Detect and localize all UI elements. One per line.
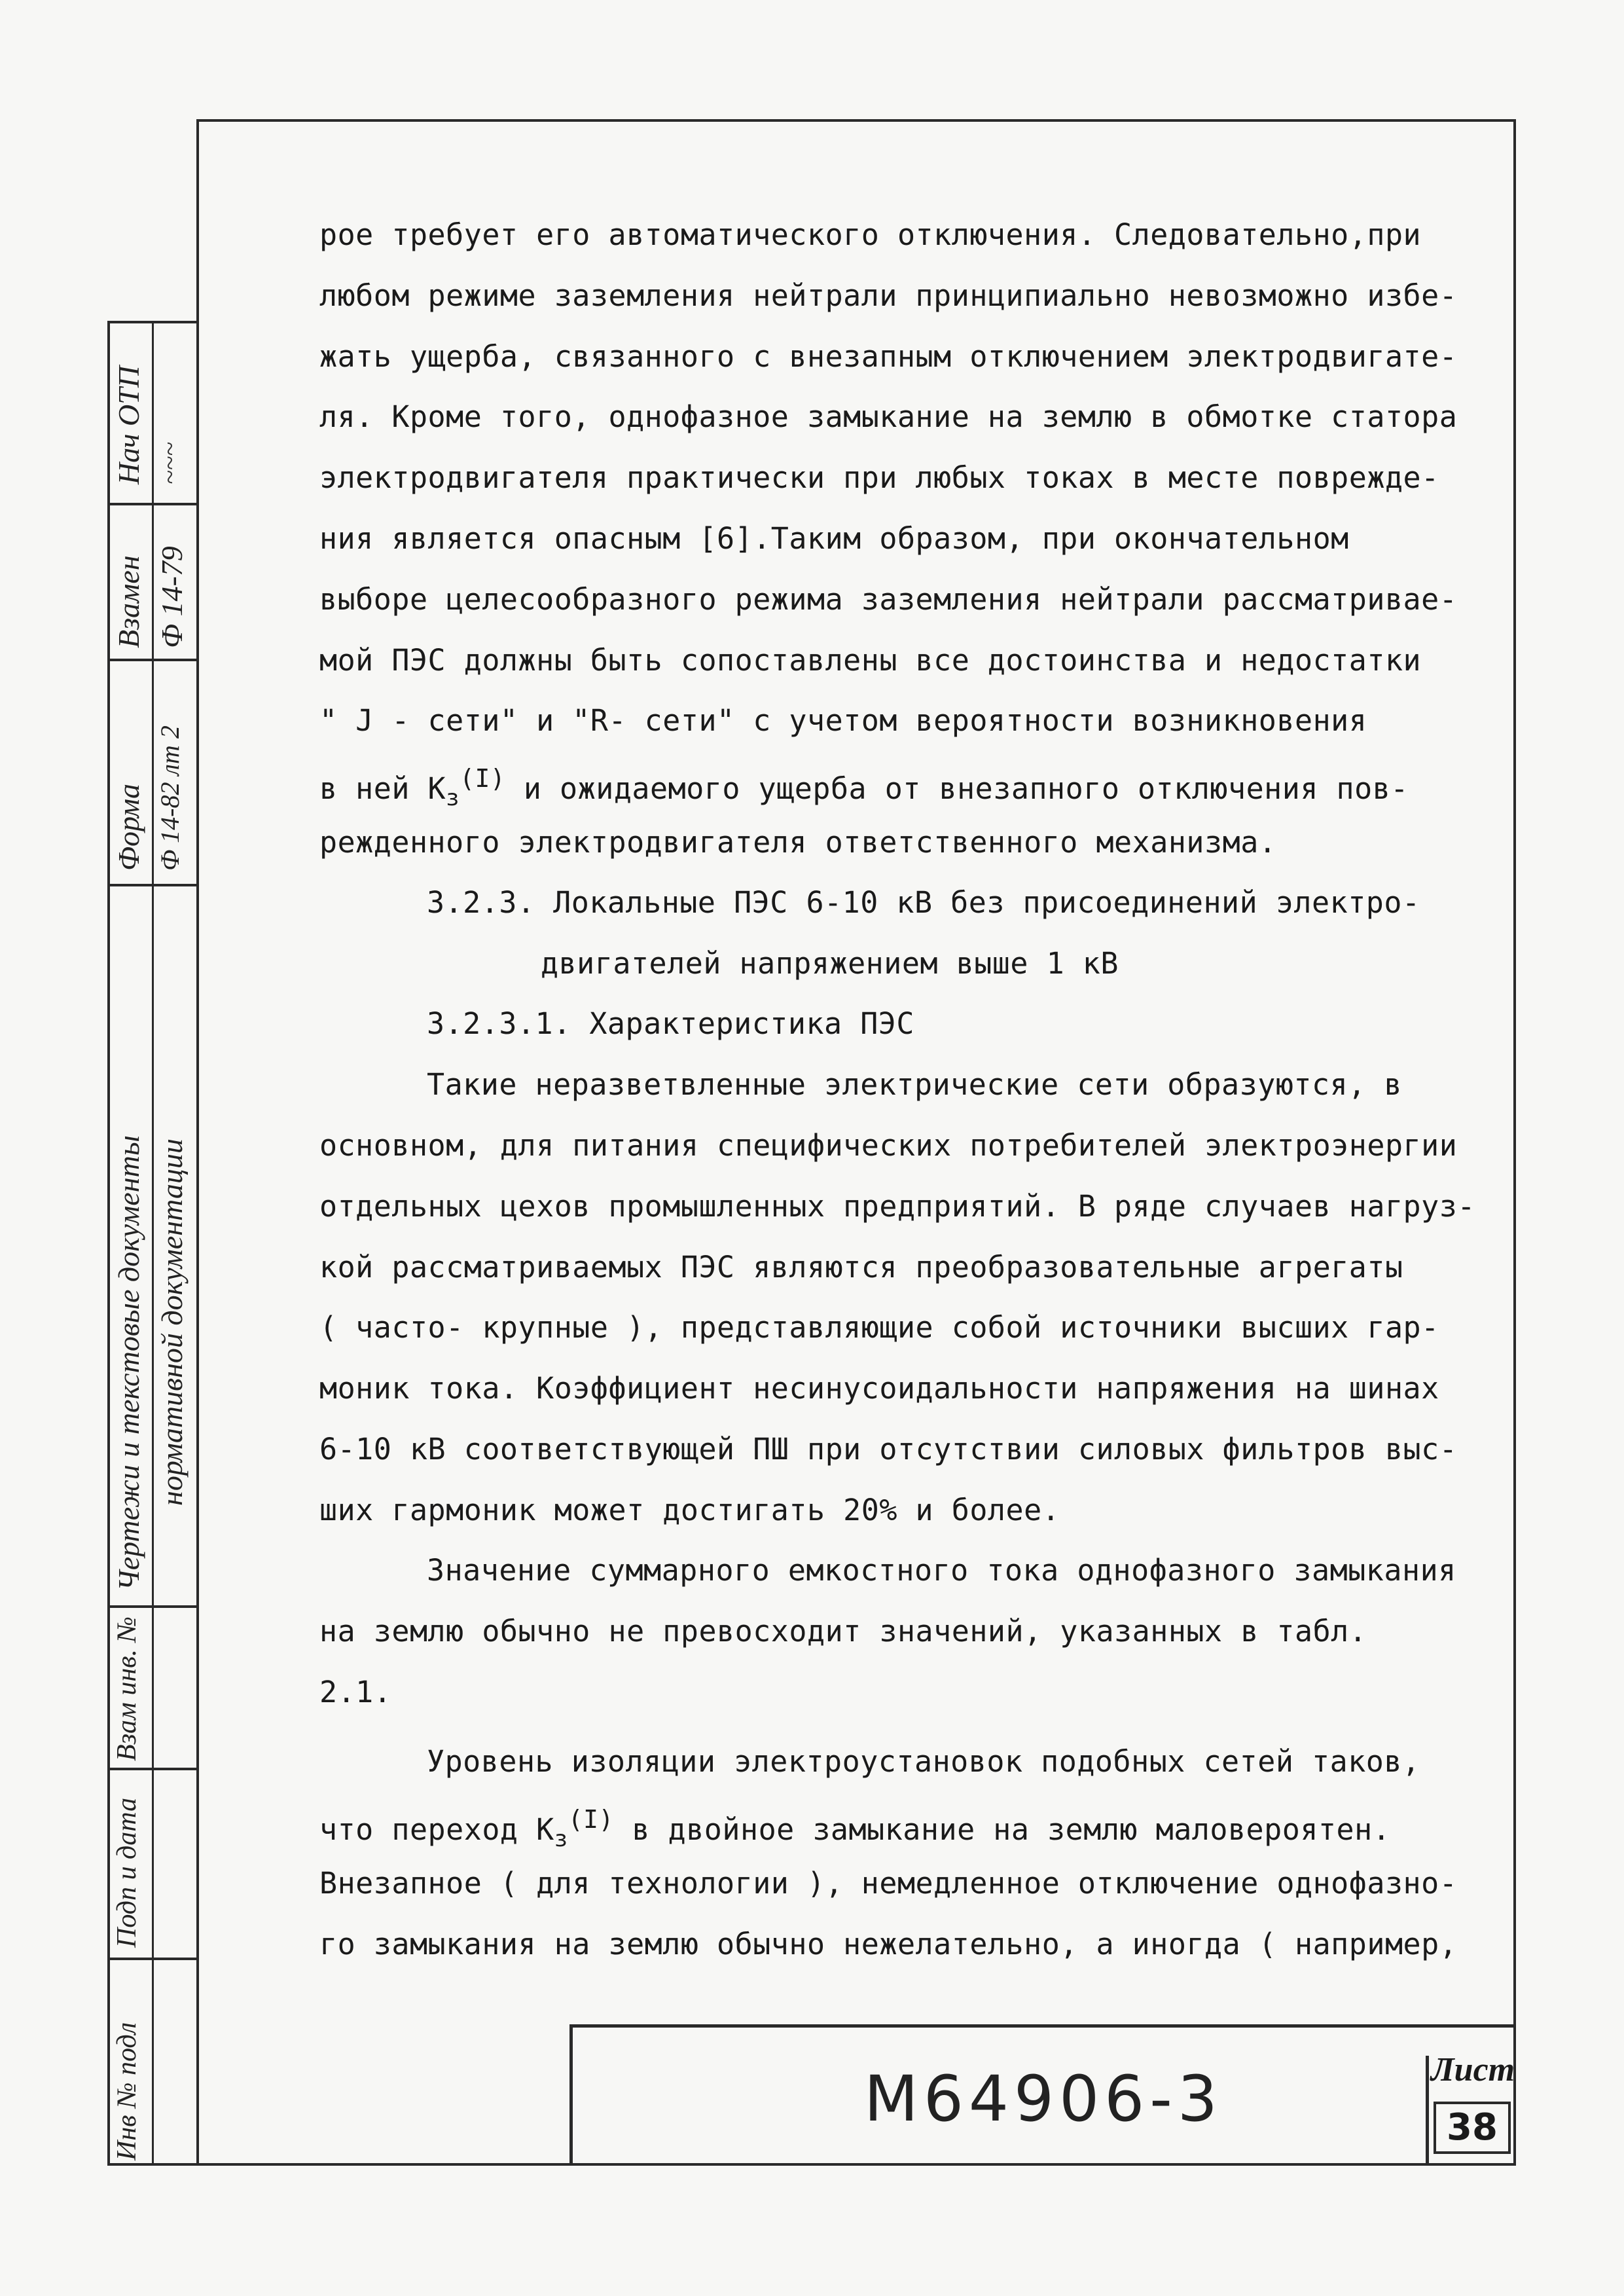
text-line: отдельных цехов промышленных предприятий. В ряде случаев нагруз- — [319, 1189, 1475, 1224]
side-vzamen: Взамен — [112, 555, 145, 648]
k3-suffix: и ожидаемого ущерба от внезапного отключения пов- — [505, 771, 1409, 806]
side-vzamen-value: Ф 14-79 — [155, 546, 189, 648]
text-line: электродвигателя практически при любых токах в месте поврежде- — [319, 460, 1439, 495]
k3-sub: з — [446, 785, 460, 811]
side-forma-value: Ф 14-82 лт 2 — [155, 725, 185, 871]
subsection-heading: 3.2.3.1. Характеристика ПЭС — [427, 1006, 914, 1041]
text-line: ( часто- крупные ), представляющие собой источники высших гар- — [319, 1310, 1439, 1345]
strip-sep — [107, 1768, 196, 1770]
strip-sep — [107, 659, 196, 661]
text-line: 6-10 кВ соответствующей ПШ при отсутствии силовых фильтров выс- — [319, 1432, 1458, 1467]
strip-sep — [107, 1958, 196, 1960]
text-line: " J - сети" и "R- сети" с учетом вероятности возникновения — [319, 703, 1367, 738]
perehod-prefix: что переход К — [319, 1812, 554, 1847]
section-heading: 3.2.3. Локальные ПЭС 6-10 кВ без присоединений электро- — [427, 885, 1420, 920]
text-line: на землю обычно не превосходит значений, указанных в табл. — [319, 1614, 1367, 1649]
text-line: Уровень изоляции электроустановок подобных сетей таков, — [427, 1744, 1420, 1779]
text-line: любом режиме заземления нейтрали принципиально невозможно избе- — [319, 278, 1458, 313]
text-line: Значение суммарного емкостного тока однофазного замыкания — [427, 1553, 1456, 1588]
side-doc-title-1: Чертежи и текстовые документы — [112, 1135, 145, 1591]
text-line: моник тока. Коэффициент несинусоидальности напряжения на шинах — [319, 1371, 1439, 1406]
text-line: жать ущерба, связанного с внезапным отключением электродвигате- — [319, 339, 1458, 374]
text-line-perehod — [319, 1805, 1390, 1852]
side-doc-title-2: нормативной документации — [155, 1139, 189, 1506]
side-nach-otp: Нач ОТП — [112, 365, 145, 484]
text-line: режденного электродвигателя ответственного механизма. — [319, 825, 1277, 860]
text-line: мой ПЭС должны быть сопоставлены все достоинства и недостатки — [319, 643, 1422, 678]
strip-sep — [107, 503, 196, 505]
perehod-sub: з — [554, 1826, 568, 1852]
side-podp-data: Подп и дата — [112, 1797, 142, 1948]
strip-divider — [152, 323, 154, 2163]
text-line: 2.1. — [319, 1675, 392, 1709]
k3-sup: (I) — [460, 764, 506, 793]
text-line: основном, для питания специфических потребителей электроэнергии — [319, 1128, 1458, 1163]
section-heading: двигателей напряжением выше 1 кВ — [541, 946, 1119, 981]
text-line: ших гармоник может достигать 20% и более. — [319, 1493, 1060, 1527]
perehod-suffix: в двойное замыкание на землю маловероятен. — [613, 1812, 1391, 1847]
strip-sep — [107, 884, 196, 886]
text-line: ния является опасным [6].Таким образом, при окончательном — [319, 521, 1349, 556]
text-line: ля. Кроме того, однофазное замыкание на землю в обмотке статора — [319, 399, 1458, 434]
side-inv-podl: Инв № подл — [112, 2022, 142, 2160]
document-code: М64906-3 — [864, 2062, 1223, 2136]
text-line: го замыкания на землю обычно нежелательно, а иногда ( например, — [319, 1927, 1458, 1961]
text-line-k3 — [319, 764, 1409, 811]
text-line: кой рассматриваемых ПЭС являются преобразовательные агрегаты — [319, 1250, 1403, 1285]
sheet-label: Лист — [1431, 2051, 1515, 2088]
strip-sep — [107, 1605, 196, 1608]
side-forma: Форма — [112, 783, 145, 871]
sheet-number: 38 — [1434, 2102, 1511, 2154]
side-vzam-inv: Взам инв. № — [112, 1616, 142, 1761]
text-line: Такие неразветвленные электрические сети образуются, в — [427, 1067, 1402, 1102]
perehod-sup: (I) — [568, 1805, 614, 1834]
side-signature: ~~~ — [155, 442, 185, 484]
text-line: выборе целесообразного режима заземления нейтрали рассматривае- — [319, 582, 1458, 617]
text-line: рое требует его автоматического отключения. Следовательно,при — [319, 217, 1422, 252]
text-line: Внезапное ( для технологии ), немедленное отключение однофазно- — [319, 1866, 1458, 1901]
k3-prefix: в ней К — [319, 771, 446, 806]
